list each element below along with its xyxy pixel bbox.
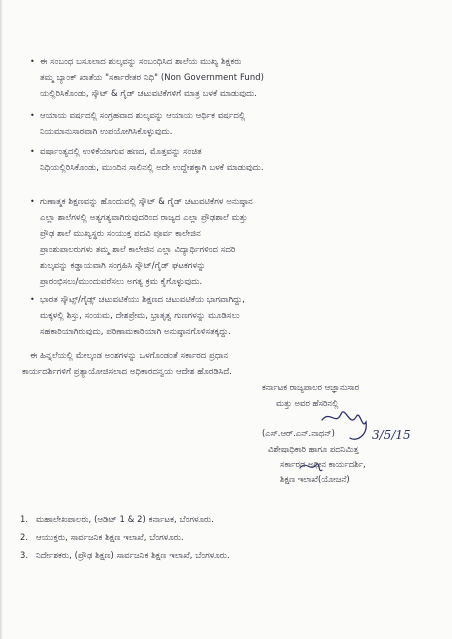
paragraph-line: ಭಾರತ ಸ್ಕೌಟ್ಸ್/ಗೈಡ್ಸ್ ಚಟುವಟಿಕೆಯು ಶಿಕ್ಷಣದ ಚಟುವಟಿಕೆಯ ಭಾಗವಾಗಿದ್ದು,: [40, 294, 245, 304]
paragraph-line: ವರ್ಷಾಂತ್ಯದಲ್ಲಿ ಉಳಿಕೆಯಾಗುವ ಹಣದ, ಮೊತ್ತವನ್ನು ಸಂಚಿತ: [40, 146, 202, 156]
signatory-name: (ಎಸ್.ಆರ್.ಎನ್.ನಾಥನ್): [262, 428, 335, 438]
paragraph-line: ಸಹಕಾರಿಯಾಗಿರುವುದು, ಪರಿಣಾಮಕಾರಿಯಾಗಿ ಅನುಷ್ಠಾನಗೊಳಿಸತಕ್ಕದ್ದು.: [40, 326, 231, 336]
paragraph-line: ನಿಯಮಾನುಸಾರವಾಗಿ ಉಪಯೋಗಿಸಿಕೊಳ್ಳುವುದು.: [40, 126, 173, 136]
paragraph-line: ಆಯಾಯ ವರ್ಷದಲ್ಲಿ ಸಂಗ್ರಹವಾದ ಶುಲ್ಕವನ್ನು ಆಯಾಯ ಆರ್ಥಿಕ ವರ್ಷದಲ್ಲಿ: [40, 110, 246, 120]
designation-line: ಸರ್ಕಾರದ ಅಧೀನ ಕಾರ್ಯದರ್ಶಿ,: [280, 459, 366, 469]
recipient-number: 1.: [20, 514, 28, 524]
recipient-line: ಆಯುಕ್ತರು, ಸಾರ್ವಜನಿಕ ಶಿಕ್ಷಣ ಇಲಾಖೆ, ಬೆಂಗಳೂರು.: [36, 532, 184, 542]
paragraph-bullet: •: [30, 111, 35, 120]
closing-line: ಈ ಹಿನ್ನಲೆಯಲ್ಲಿ ಮೇಲ್ಕಂಡ ಅಂಶಗಳನ್ನು ಒಳಗೊಂಡಂತೆ ಸರ್ಕಾರದ ಪ್ರಧಾನ: [30, 350, 229, 360]
paragraph-line: ಪ್ರಾಂಶುಪಾಲರುಗಳು ತಮ್ಮ ಶಾಲೆ ಕಾಲೇಜಿನ ಎಲ್ಲಾ ವಿದ್ಯಾರ್ಥಿಗಳಿಂದ ಸದರಿ: [40, 244, 236, 254]
paragraph-line: ನಿಧಿಯಲ್ಲಿರಿಸಿಕೊಂಡು, ಮುಂದಿನ ಸಾಲಿನಲ್ಲಿ ಅದೇ ಉದ್ದೇಶಕ್ಕಾಗಿ ಬಳಕೆ ಮಾಡುವುದು.: [40, 162, 264, 172]
paragraph-line: ಗುಣಾತ್ಮಕ ಶಿಕ್ಷಣವನ್ನು ಹೊಂದುವಲ್ಲಿ ಸ್ಕೌಟ್ & ಗೈಡ್ ಚಟುವಟಿಕೆಗಳ ಅನುಷ್ಠಾನ: [40, 196, 253, 206]
paragraph-line: ತಮ್ಮ ಬ್ಯಾಂಕ್ ಖಾತೆಯ "ಸರ್ಕಾರೇತರ ನಿಧಿ" (Non Government Fund): [40, 72, 265, 82]
recipient-line: ಮಹಾಲೇಖಪಾಲರು, (ಆಡಿಟ್ 1 & 2) ಕರ್ನಾಟಕ, ಬೆಂಗಳೂರು.: [36, 514, 214, 524]
paragraph-line: ಈ ಸಂಬಂಧ ಬಸೂಲಾದ ಶುಲ್ಕವನ್ನು ಸಂಬಂಧಿಸಿದ ಶಾಲೆಯ ಮುಖ್ಯ ಶಿಕ್ಷಕರು: [40, 56, 242, 66]
handwritten-date: 3/5/15: [372, 428, 411, 442]
recipient-number: 2.: [20, 532, 28, 542]
recipient-number: 3.: [20, 550, 28, 560]
recipient-line: ನಿರ್ದೇಶಕರು, (ಪ್ರೌಢ ಶಿಕ್ಷಣ) ಸಾರ್ವಜನಿಕ ಶಿಕ್ಷಣ ಇಲಾಖೆ, ಬೆಂಗಳೂರು.: [36, 550, 230, 560]
paragraph-bullet: •: [30, 295, 35, 304]
paragraph-line: ಪ್ರಾರಂಭಿಸಲು/ಮುಂದುವರೆಸಲು ಅಗತ್ಯ ಕ್ರಮ ಕೈಗೊಳ್ಳುವುದು.: [40, 276, 203, 286]
order-authority-line: ಕರ್ನಾಟಕ ರಾಜ್ಯಪಾಲರ ಆಜ್ಞಾನುಸಾರ: [262, 382, 360, 392]
paragraph-bullet: •: [30, 57, 35, 66]
paragraph-bullet: •: [30, 197, 35, 206]
paragraph-line: ಮಕ್ಕಳಲ್ಲಿ ಶಿಸ್ತು, ಸಂಯಮ, ದೇಶಪ್ರೇಮ, ಭ್ರಾತೃತ್ವ ಗುಣಗಳನ್ನು ಮೂಡಿಸಲು: [40, 310, 240, 320]
order-authority-line: ಮತ್ತು ಅವರ ಹೆಸರಿನಲ್ಲಿ: [276, 398, 339, 408]
closing-line: ಕಾರ್ಯದರ್ಶಿಗಳಿಗೆ ಪ್ರತ್ಯಾಯೋಜಿಸಲಾದ ಅಧಿಕಾರದನ್ವಯ ಆದೇಶ ಹೊರಡಿಸಿದೆ.: [22, 366, 232, 376]
paragraph-line: ಎಲ್ಲಾ ಶಾಲೆಗಳಲ್ಲಿ ಅತ್ಯಗತ್ಯವಾಗಿರುವುದರಿಂದ ರಾಜ್ಯದ ಎಲ್ಲಾ ಪ್ರೌಢಶಾಲೆ ಮತ್ತು: [40, 212, 248, 222]
paragraph-line: ಶುಲ್ಕವನ್ನು ಕಡ್ಡಾಯವಾಗಿ ಸಂಗ್ರಹಿಸಿ ಸ್ಕೌಟ್/ಗೈಡ್ ಘಟಕಗಳನ್ನು: [40, 260, 206, 270]
paragraph-line: ಯಲ್ಲಿರಿಸಿಕೊಂಡು, ಸ್ಕೌಟ್ & ಗೈಡ್ ಚಟುವಟಿಕೆಗಳಿಗೆ ಮಾತ್ರ ಬಳಕೆ ಮಾಡುವುದು.: [40, 88, 258, 98]
paragraph-bullet: •: [30, 147, 35, 156]
designation-line: ವಿಶೇಷಾಧಿಕಾರಿ ಹಾಗೂ ಪದನಿಮಿತ್ತ: [268, 444, 359, 454]
designation-line: ಶಿಕ್ಷಣ ಇಲಾಖೆ(ಯೋಜನೆ): [280, 474, 350, 484]
paragraph-line: ಪ್ರೌಢ ಶಾಲೆ ಮುಖ್ಯಸ್ಥರು ಸಂಯುಕ್ತ ಪದವಿ ಪೂರ್ವ ಕಾಲೇಜಿನ: [40, 228, 201, 238]
